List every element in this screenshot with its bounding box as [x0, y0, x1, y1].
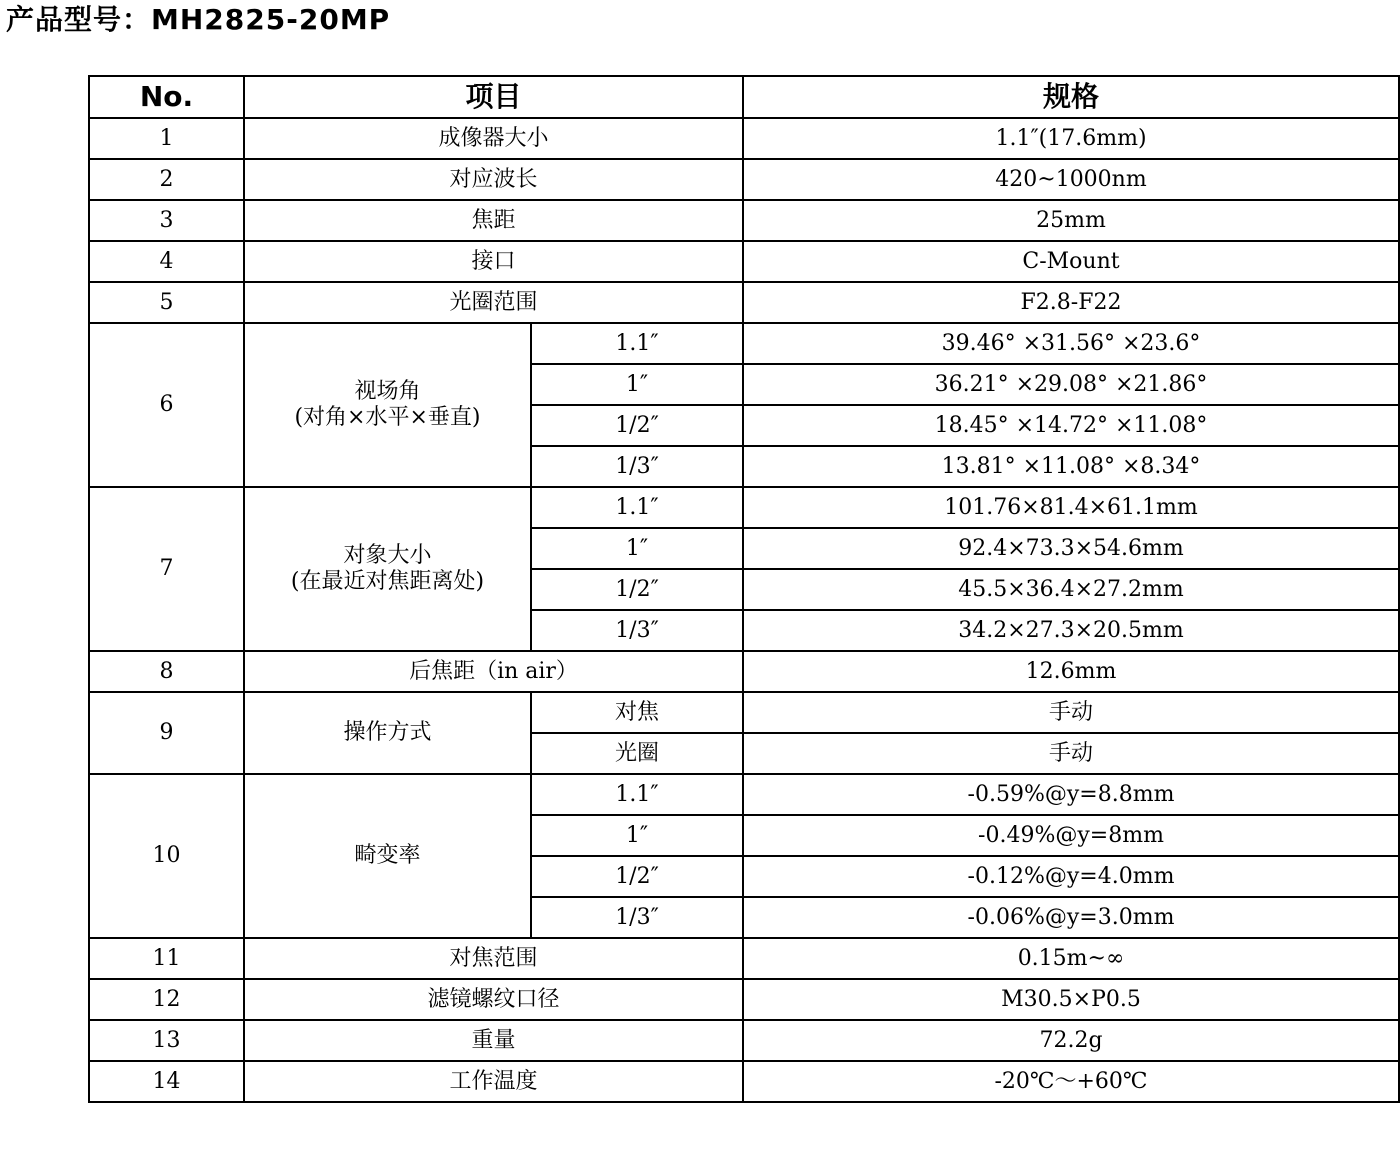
- row-spec: -0.49%@y=8mm: [743, 815, 1399, 856]
- row-no: 7: [89, 487, 244, 651]
- row-no: 5: [89, 282, 244, 323]
- row-no: 2: [89, 159, 244, 200]
- row-no: 9: [89, 692, 244, 774]
- row-item-line2: (对角×水平×垂直): [294, 405, 481, 430]
- row-spec: 手动: [743, 692, 1399, 733]
- row-item: 滤镜螺纹口径: [244, 979, 743, 1020]
- row-spec: F2.8-F22: [743, 282, 1399, 323]
- row-spec: 92.4×73.3×54.6mm: [743, 528, 1399, 569]
- row-item: 成像器大小: [244, 118, 743, 159]
- row-spec: 36.21° ×29.08° ×21.86°: [743, 364, 1399, 405]
- table-row: [89, 979, 1399, 1020]
- row-spec: 25mm: [743, 200, 1399, 241]
- row-item: 光圈范围: [244, 282, 743, 323]
- table-row: [89, 323, 1399, 364]
- row-spec: 0.15m~∞: [743, 938, 1399, 979]
- row-spec: M30.5×P0.5: [743, 979, 1399, 1020]
- row-spec: 39.46° ×31.56° ×23.6°: [743, 323, 1399, 364]
- row-spec: 420~1000nm: [743, 159, 1399, 200]
- row-item-line1: 视场角: [354, 379, 421, 404]
- sub-label: 1/2″: [531, 569, 743, 610]
- row-no: 10: [89, 774, 244, 938]
- sub-label: 1.1″: [531, 323, 743, 364]
- row-item: 操作方式: [244, 692, 531, 774]
- sub-label: 1/3″: [531, 897, 743, 938]
- row-item-line2: (在最近对焦距离处): [290, 569, 485, 594]
- row-spec: 34.2×27.3×20.5mm: [743, 610, 1399, 651]
- row-no: 1: [89, 118, 244, 159]
- sub-label: 1″: [531, 364, 743, 405]
- sub-label: 1.1″: [531, 487, 743, 528]
- row-no: 14: [89, 1061, 244, 1102]
- row-item: 工作温度: [244, 1061, 743, 1102]
- table-row: [89, 159, 1399, 200]
- row-item-multiline: [244, 487, 531, 651]
- row-item-line1: 对象大小: [343, 543, 432, 568]
- row-spec: 45.5×36.4×27.2mm: [743, 569, 1399, 610]
- row-item: 接口: [244, 241, 743, 282]
- sub-label: 对焦: [531, 692, 743, 733]
- row-spec: -0.12%@y=4.0mm: [743, 856, 1399, 897]
- table-row: [89, 774, 1399, 815]
- sub-label: 1.1″: [531, 774, 743, 815]
- row-item: 重量: [244, 1020, 743, 1061]
- table-row: [89, 282, 1399, 323]
- row-item-multiline: [244, 323, 531, 487]
- header-row: [89, 76, 1399, 118]
- row-spec: -20℃～+60℃: [743, 1061, 1399, 1102]
- sub-label: 光圈: [531, 733, 743, 774]
- row-spec: C-Mount: [743, 241, 1399, 282]
- row-no: 4: [89, 241, 244, 282]
- row-spec: 101.76×81.4×61.1mm: [743, 487, 1399, 528]
- sub-label: 1″: [531, 528, 743, 569]
- sub-label: 1/3″: [531, 610, 743, 651]
- header-spec: 规格: [743, 76, 1399, 118]
- row-no: 6: [89, 323, 244, 487]
- row-spec: -0.06%@y=3.0mm: [743, 897, 1399, 938]
- sub-label: 1/2″: [531, 405, 743, 446]
- table-row: [89, 692, 1399, 733]
- row-spec: 1.1″(17.6mm): [743, 118, 1399, 159]
- table-row: [89, 200, 1399, 241]
- row-item: 对焦范围: [244, 938, 743, 979]
- row-spec: 手动: [743, 733, 1399, 774]
- sub-label: 1″: [531, 815, 743, 856]
- table-row: [89, 487, 1399, 528]
- row-spec: -0.59%@y=8.8mm: [743, 774, 1399, 815]
- row-no: 12: [89, 979, 244, 1020]
- row-item: 焦距: [244, 200, 743, 241]
- table-row: [89, 1061, 1399, 1102]
- header-no: No.: [89, 76, 244, 118]
- sub-label: 1/2″: [531, 856, 743, 897]
- row-no: 13: [89, 1020, 244, 1061]
- row-item: 对应波长: [244, 159, 743, 200]
- header-item: 项目: [244, 76, 743, 118]
- row-spec: 72.2g: [743, 1020, 1399, 1061]
- table-row: [89, 241, 1399, 282]
- table-row: [89, 938, 1399, 979]
- row-spec: 12.6mm: [743, 651, 1399, 692]
- row-no: 11: [89, 938, 244, 979]
- row-item: 后焦距（in air）: [244, 651, 743, 692]
- spec-table: [88, 75, 1400, 1103]
- row-spec: 13.81° ×11.08° ×8.34°: [743, 446, 1399, 487]
- table-row: [89, 118, 1399, 159]
- row-spec: 18.45° ×14.72° ×11.08°: [743, 405, 1399, 446]
- table-row: [89, 1020, 1399, 1061]
- product-model-title: 产品型号：MH2825-20MP: [6, 3, 391, 36]
- row-no: 3: [89, 200, 244, 241]
- sub-label: 1/3″: [531, 446, 743, 487]
- table-row: [89, 651, 1399, 692]
- row-no: 8: [89, 651, 244, 692]
- row-item: 畸变率: [244, 774, 531, 938]
